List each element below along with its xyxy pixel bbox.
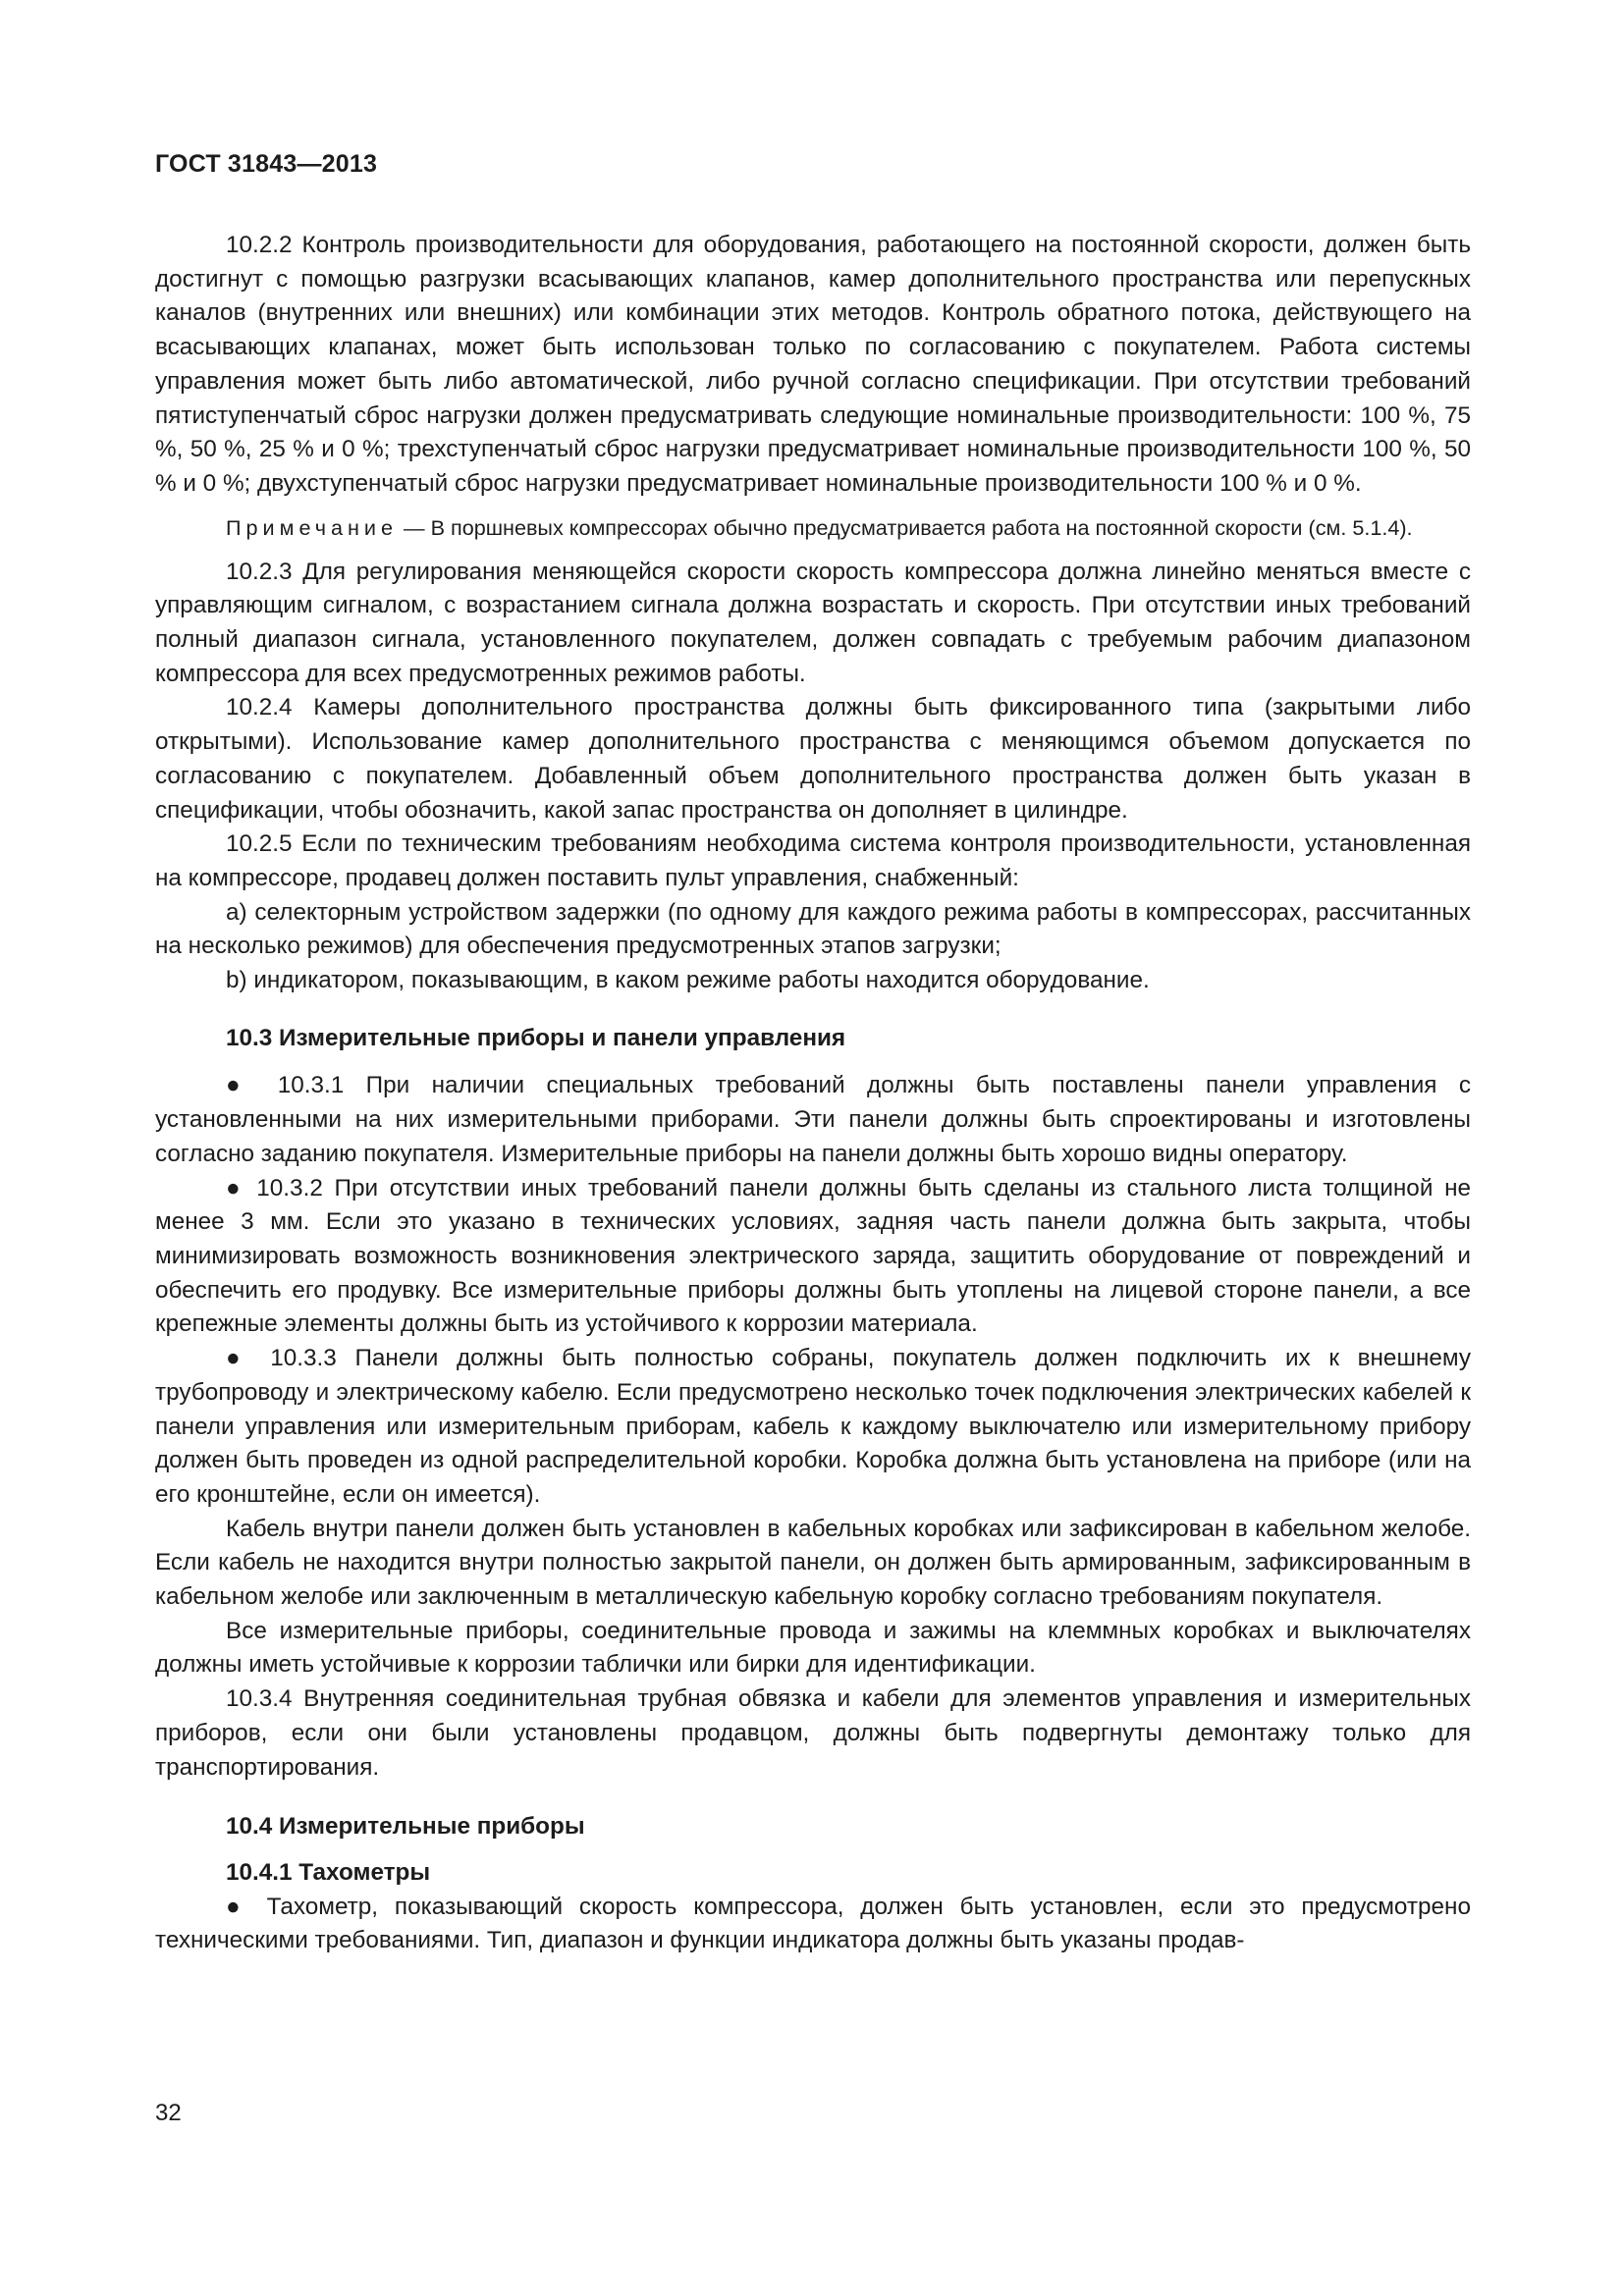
paragraph-10-2-3: 10.2.3 Для регулирования меняющейся скорости скорость компрессора должна линейно меняться вместе с управляющим сигналом, с возрастанием сигнала должна возрастать и скорость. При отсутствии иных требований полный диапазон сигнала, установленного покупателем, должен совпадать с требуемым рабочим диапазоном компрессора для всех предусмотренных режимов работы. xyxy=(155,558,1471,687)
paragraph-10-2-2: 10.2.2 Контроль производительности для оборудования, работающего на постоянной скорости, должен быть достигнут с помощью разгрузки всасывающих клапанов, камер дополнительного пространства или перепускных каналов (внутренних или внешних) или комбинации этих методов. Контроль обратного потока, действующего на всасывающих клапанах, может быть использован только по согласованию с покупателем. Работа системы управления может быть либо автоматической, либо ручной согласно спецификации. При отсутствии требований пятиступенчатый сброс нагрузки должен предусматривать следующие номинальные производительности: 100 %, 75 %, 50 %, 25 % и 0 %; трехступенчатый сброс нагрузки предусматривает номинальные производительности 100 %, 50 % и 0 %; двухступенчатый сброс нагрузки предусматривает номинальные производительности 100 % и 0 %. xyxy=(155,232,1471,497)
list-item-a: a) селекторным устройством задержки (по одному для каждого режима работы в компрессорах, рассчитанных на несколько режимов) для обеспечения предусмотренных этапов загрузки; xyxy=(155,898,1471,960)
section-heading-10-4: 10.4 Измерительные приборы xyxy=(226,1813,585,1841)
paragraph-labels: Все измерительные приборы, соединительные провода и зажимы на клеммных коробках и выключателях должны иметь устойчивые к коррозии таблички или бирки для идентификации. xyxy=(155,1617,1471,1679)
note-text: — В поршневых компрессорах обычно предусматривается работа на постоянной скорости (см. 5.1.4). xyxy=(398,514,1413,540)
document-header: ГОСТ 31843—2013 xyxy=(155,150,378,178)
paragraph-10-2-4: 10.2.4 Камеры дополнительного пространства должны быть фиксированного типа (закрытыми либо открытыми). Использование камер дополнительного пространства с меняющимся объемом допускается по согласованию с покупателем. Добавленный объем дополнительного пространства должен быть указан в спецификации, чтобы обозначить, какой запас пространства он дополняет в цилиндре. xyxy=(155,694,1471,824)
subsection-heading-10-4-1: 10.4.1 Тахометры xyxy=(226,1858,431,1886)
paragraph-10-3-2: ● 10.3.2 При отсутствии иных требований панели должны быть сделаны из стального листа толщиной не менее 3 мм. Если это указано в технических условиях, задняя часть панели должна быть закрыта, чтобы минимизировать возможность возникновения электрического заряда, защитить оборудование от повреждений и обеспечить его продувку. Все измерительные приборы должны быть утоплены на лицевой стороне панели, а все крепежные элементы должны быть из устойчивого к коррозии материала. xyxy=(155,1174,1471,1338)
note-paragraph xyxy=(155,513,1471,543)
page-number: 32 xyxy=(155,2100,182,2126)
paragraph-tachometer: ● Тахометр, показывающий скорость компрессора, должен быть установлен, если это предусмотрено техническими требованиями. Тип, диапазон и функции индикатора должны быть указаны продав- xyxy=(155,1893,1471,1954)
paragraph-10-3-4: 10.3.4 Внутренняя соединительная трубная обвязка и кабели для элементов управления и измерительных приборов, если они были установлены продавцом, должны быть подвергнуты демонтажу только для транспортирования. xyxy=(155,1685,1471,1781)
paragraph-10-2-5: 10.2.5 Если по техническим требованиям необходима система контроля производительности, установленная на компрессоре, продавец должен поставить пульт управления, снабженный: xyxy=(155,830,1471,891)
section-heading-10-3: 10.3 Измерительные приборы и панели управления xyxy=(226,1024,846,1051)
document-body xyxy=(155,229,1471,1958)
note-label: Примечание xyxy=(226,514,398,540)
list-item-b: b) индикатором, показывающим, в каком режиме работы находится оборудование. xyxy=(226,967,1150,994)
paragraph-cable: Кабель внутри панели должен быть установлен в кабельных коробках или зафиксирован в кабельном желобе. Если кабель не находится внутри полностью закрытой панели, он должен быть армированным, зафиксированным в кабельном желобе или заключенным в металлическую кабельную коробку согласно требованиям покупателя. xyxy=(155,1515,1471,1611)
paragraph-10-3-3: ● 10.3.3 Панели должны быть полностью собраны, покупатель должен подключить их к внешнему трубопроводу и электрическому кабелю. Если предусмотрено несколько точек подключения электрических кабелей к панели управления или измерительным приборам, кабель к каждому выключателю или измерительному прибору должен быть проведен из одной распределительной коробки. Коробка должна быть установлена на приборе (или на его кронштейне, если он имеется). xyxy=(155,1345,1471,1508)
paragraph-10-3-1: ● 10.3.1 При наличии специальных требований должны быть поставлены панели управления с установленными на них измерительными приборами. Эти панели должны быть спроектированы и изготовлены согласно заданию покупателя. Измерительные приборы на панели должны быть хорошо видны оператору. xyxy=(155,1072,1471,1167)
